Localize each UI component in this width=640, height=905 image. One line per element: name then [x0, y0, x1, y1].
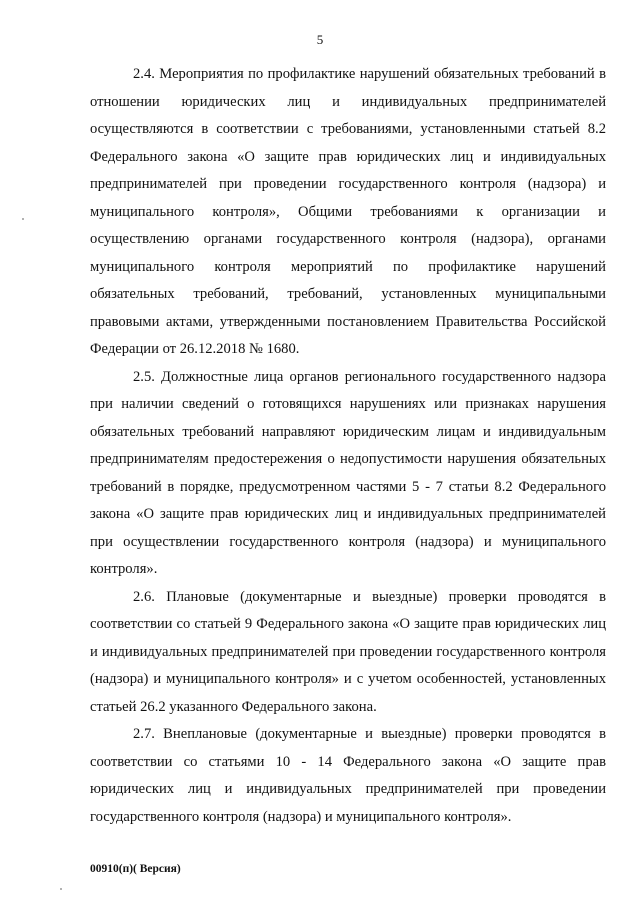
paragraph-2-7: 2.7. Внеплановые (документарные и выездные) проверки проводятся в соответствии со статьями 10 - 14 Федерального закона «О защите прав юридических лиц и индивидуальных предпринимателей при проведении государственного контроля (надзора) и муниципального контроля».	[90, 726, 606, 825]
scan-speck	[60, 888, 62, 890]
page-number: 5	[316, 32, 324, 47]
document-body	[90, 61, 606, 831]
scan-speck	[22, 218, 24, 220]
paragraph-2-4: 2.4. Мероприятия по профилактике нарушений обязательных требований в отношении юридических лиц и индивидуальных предпринимателей осуществляются в соответствии с требованиями, установленными статьей 8.2 Федерального закона «О защите прав юридических лиц и индивидуальных предпринимателей при проведении государственного контроля (надзора) и муниципального контроля», Общими требованиями к организации и осуществлению органами государственного контроля (надзора), органами муниципального контроля мероприятий по профилактике нарушений обязательных требований, требований, установленных муниципальными правовыми актами, утвержденными постановлением Правительства Российской Федерации от 26.12.2018 № 1680.	[90, 66, 606, 357]
paragraph-2-6: 2.6. Плановые (документарные и выездные) проверки проводятся в соответствии со статьей 9 Федерального закона «О защите прав юридических лиц и индивидуальных предпринимателей при проведении государственного контроля (надзора) и муниципального контроля» и с учетом особенностей, установленных статьей 26.2 указанного Федерального закона.	[90, 588, 606, 715]
document-code: 00910(п)( Версия)	[90, 863, 181, 875]
paragraph-2-5: 2.5. Должностные лица органов регионального государственного надзора при наличии сведений о готовящихся нарушениях или признаках нарушения обязательных требований направляют юридическим лицам и индивидуальным предпринимателям предостережения о недопустимости нарушения обязательных требований в порядке, предусмотренном частями 5 - 7 статьи 8.2 Федерального закона «О защите прав юридических лиц и индивидуальных предпринимателей при осуществлении государственного контроля (надзора) и муниципального контроля».	[90, 368, 606, 577]
